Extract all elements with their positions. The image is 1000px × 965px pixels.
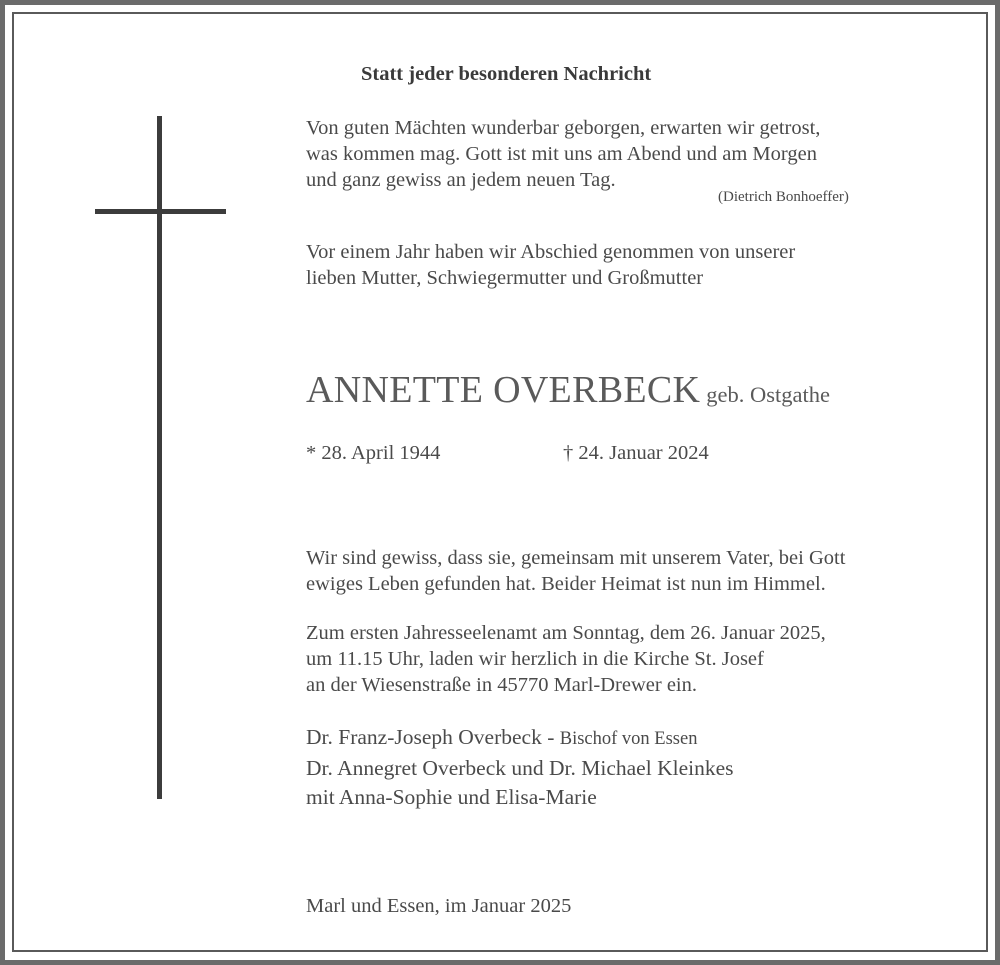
intro-line: Vor einem Jahr haben wir Abschied genommen von unserer	[306, 241, 796, 263]
faith-line: Wir sind gewiss, dass sie, gemeinsam mit unserem Vater, bei Gott	[306, 547, 846, 569]
mourner-line: mit Anna-Sophie und Elisa-Marie	[306, 785, 597, 809]
bonhoeffer-quote	[306, 115, 820, 193]
mourners-list	[306, 723, 734, 812]
deceased-name: ANNETTE OVERBECK	[306, 369, 701, 411]
quote-author: (Dietrich Bonhoeffer)	[718, 189, 849, 205]
birth-date: * 28. April 1944	[306, 442, 441, 464]
intro-line: lieben Mutter, Schwiegermutter und Großmutter	[306, 267, 704, 289]
faith-line: ewiges Leben gefunden hat. Beider Heimat ist nun im Himmel.	[306, 573, 826, 595]
memorial-service-info	[306, 620, 826, 698]
intro-text	[306, 239, 795, 291]
quote-line: Von guten Mächten wunderbar geborgen, erwarten wir getrost,	[306, 117, 821, 139]
quote-line: was kommen mag. Gott ist mit uns am Abend und am Morgen	[306, 143, 817, 165]
service-line: Zum ersten Jahresseelenamt am Sonntag, dem 26. Januar 2025,	[306, 622, 826, 644]
mourner-line: Dr. Annegret Overbeck und Dr. Michael Kleinkes	[306, 756, 734, 780]
quote-line: und ganz gewiss an jedem neuen Tag.	[306, 169, 616, 191]
cross-horizontal-bar	[95, 209, 226, 214]
service-line: um 11.15 Uhr, laden wir herzlich in die Kirche St. Josef	[306, 648, 764, 670]
mourner-title: Bischof von Essen	[559, 729, 698, 749]
service-line: an der Wiesenstraße in 45770 Marl-Drewer ein.	[306, 674, 698, 696]
mourner-line	[306, 723, 734, 754]
maiden-name: geb. Ostgathe	[706, 382, 830, 407]
cross-vertical-bar	[157, 116, 162, 799]
death-date: † 24. Januar 2024	[563, 442, 709, 464]
notice-heading: Statt jeder besonderen Nachricht	[361, 63, 652, 85]
place-and-date: Marl und Essen, im Januar 2025	[306, 895, 572, 917]
deceased-name-line	[306, 368, 830, 412]
mourner-name: Dr. Franz-Joseph Overbeck -	[306, 725, 560, 749]
faith-statement	[306, 545, 845, 597]
